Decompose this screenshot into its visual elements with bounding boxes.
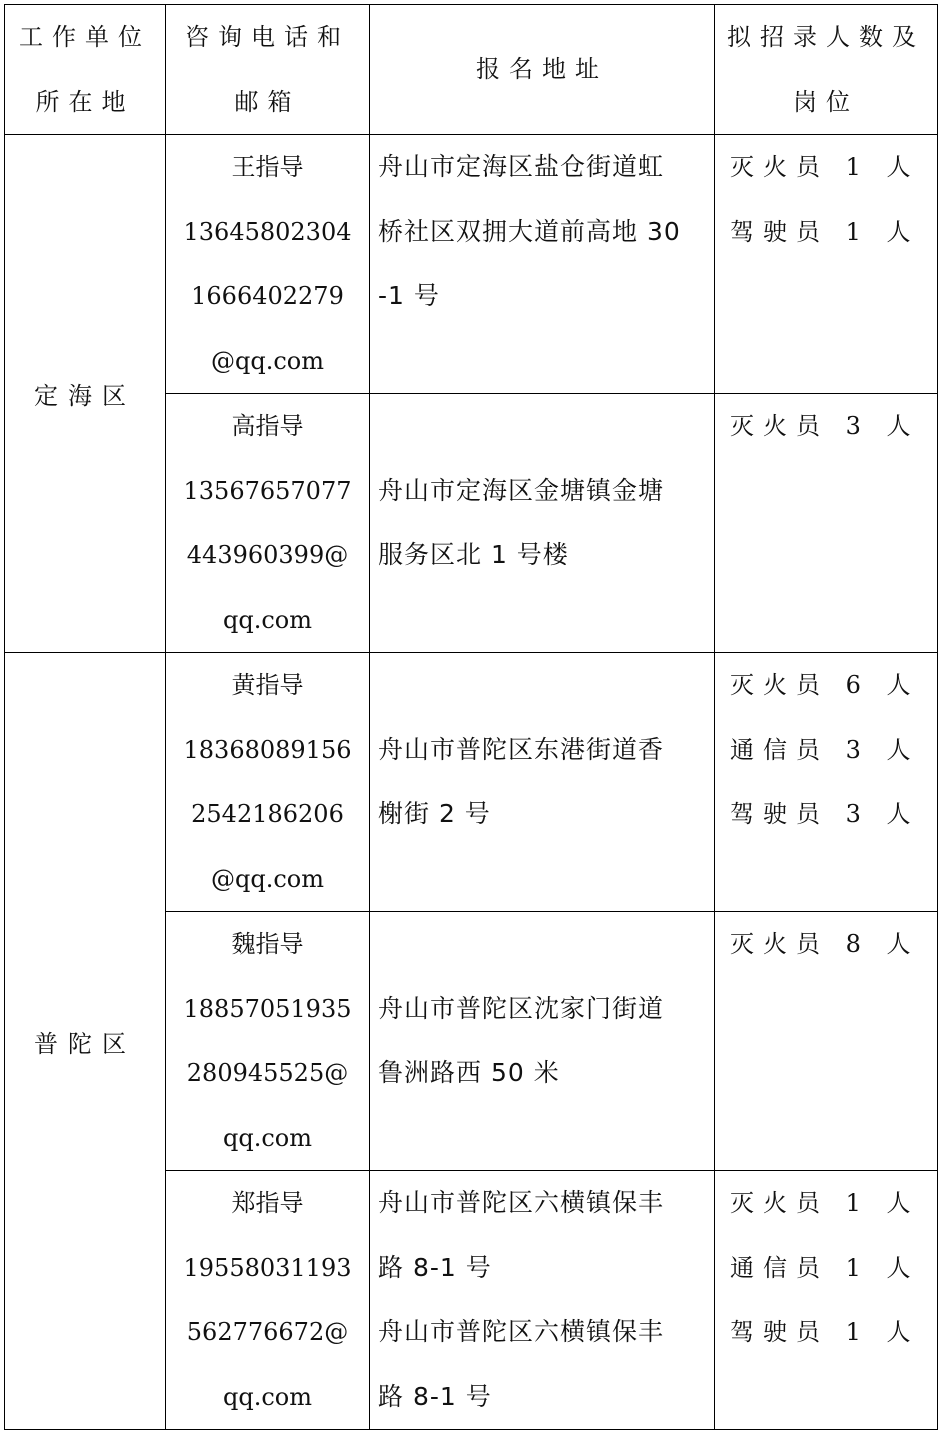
- jobs-cell: [715, 394, 938, 653]
- jobs-cell: [715, 1171, 938, 1430]
- header-cell-jobs: [715, 5, 938, 135]
- job-line-1: 灭火员 3 人: [730, 412, 920, 440]
- table-row: [5, 653, 938, 912]
- job-line-3: 驾驶员 3 人: [730, 800, 920, 828]
- contact-name: 高指导: [231, 412, 304, 440]
- address-line-3: 服务区北 1 号楼: [378, 540, 569, 569]
- contact-cell: [166, 135, 370, 394]
- contact-email-part-1: 443960399@: [186, 541, 349, 569]
- contact-cell: [166, 394, 370, 653]
- job-line-2: 通信员 3 人: [730, 735, 920, 764]
- recruitment-table: [4, 4, 938, 1430]
- region-cell: 普陀区: [5, 653, 166, 1430]
- header-jobs-line-1: 拟招录人数及: [727, 23, 925, 51]
- address-line-3: 鲁洲路西 50 米: [378, 1058, 560, 1087]
- header-cell-address: [370, 5, 715, 135]
- address-line-2: 舟山市普陀区东港街道香: [378, 734, 665, 764]
- address-cell: [370, 912, 715, 1171]
- contact-email-part-2: qq.com: [222, 1123, 312, 1152]
- address-line-2: 舟山市普陀区沈家门街道: [378, 993, 665, 1023]
- contact-name: 黄指导: [231, 671, 304, 699]
- header-jobs-line-2: 岗位: [793, 87, 859, 116]
- header-location-line-1: 工作单位: [19, 23, 151, 51]
- header-row: [5, 5, 938, 135]
- address-line-1: [370, 912, 714, 977]
- header-contact-line-1: 咨询电话和: [185, 23, 350, 51]
- header-address-label: 报名地址: [476, 55, 608, 84]
- contact-phone: 18368089156: [183, 735, 352, 764]
- contact-phone: 18857051935: [183, 994, 352, 1023]
- address-line-2: 桥社区双拥大道前高地 30: [378, 216, 681, 246]
- contact-phone: 19558031193: [183, 1253, 352, 1282]
- address-line-1: [370, 394, 714, 459]
- contact-email-part-2: qq.com: [222, 605, 312, 634]
- address-line-3: 舟山市普陀区六横镇保丰: [378, 1317, 665, 1346]
- address-cell: [370, 1171, 715, 1430]
- address-line-1: 舟山市普陀区六横镇保丰: [378, 1188, 665, 1217]
- address-line-2: 舟山市定海区金塘镇金塘: [378, 475, 665, 505]
- address-line-2: 路 8-1 号: [378, 1252, 492, 1282]
- address-line-4: 路 8-1 号: [378, 1381, 492, 1411]
- address-line-3: -1 号: [378, 281, 440, 310]
- region-cell: 定海区: [5, 135, 166, 653]
- contact-cell: [166, 653, 370, 912]
- contact-cell: [166, 912, 370, 1171]
- contact-phone: 13645802304: [183, 217, 352, 246]
- job-line-3: 驾驶员 1 人: [730, 1318, 920, 1346]
- address-line-1: [370, 653, 714, 718]
- address-cell: [370, 394, 715, 653]
- address-cell: [370, 653, 715, 912]
- header-cell-contact: [166, 5, 370, 135]
- header-contact-line-2: 邮箱: [234, 87, 301, 116]
- contact-name: 魏指导: [231, 930, 304, 958]
- contact-phone: 13567657077: [183, 476, 352, 505]
- contact-email-part-2: @qq.com: [210, 864, 324, 893]
- job-line-2: 通信员 1 人: [730, 1253, 920, 1282]
- contact-email-part-1: 562776672@: [186, 1318, 349, 1346]
- table-row: [5, 135, 938, 394]
- contact-name: 郑指导: [231, 1189, 304, 1217]
- contact-email-part-1: 280945525@: [186, 1059, 349, 1087]
- contact-name: 王指导: [231, 153, 304, 181]
- contact-email-part-1: 1666402279: [191, 282, 344, 310]
- address-line-3: 榭街 2 号: [378, 799, 491, 828]
- jobs-cell: [715, 653, 938, 912]
- jobs-cell: [715, 912, 938, 1171]
- header-cell-location: [5, 5, 166, 135]
- contact-email-part-1: 2542186206: [191, 800, 344, 828]
- job-line-2: 驾驶员 1 人: [730, 217, 920, 246]
- address-cell: [370, 135, 715, 394]
- contact-email-part-2: qq.com: [222, 1382, 312, 1411]
- header-location-line-2: 所在地: [35, 87, 135, 116]
- job-line-1: 灭火员 1 人: [730, 1189, 920, 1217]
- job-line-1: 灭火员 1 人: [730, 153, 920, 181]
- job-line-1: 灭火员 6 人: [730, 671, 920, 699]
- contact-email-part-2: @qq.com: [210, 346, 324, 375]
- job-line-1: 灭火员 8 人: [730, 930, 920, 958]
- jobs-cell: [715, 135, 938, 394]
- address-line-1: 舟山市定海区盐仓街道虹: [378, 152, 665, 181]
- contact-cell: [166, 1171, 370, 1430]
